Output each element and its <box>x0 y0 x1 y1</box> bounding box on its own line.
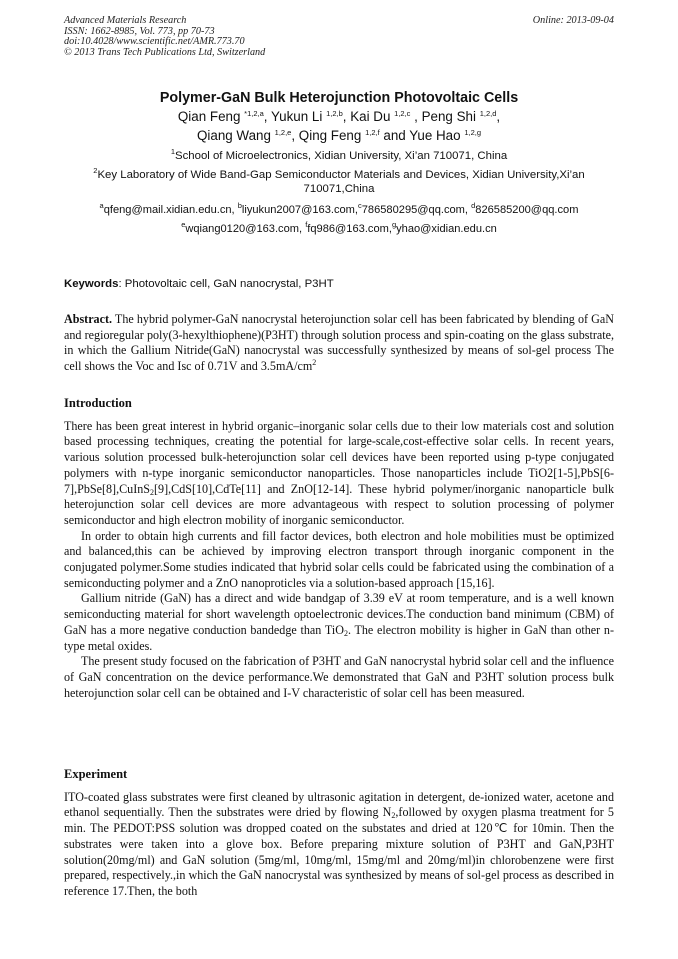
abstract-label: Abstract. <box>64 312 113 326</box>
journal-header <box>64 16 265 58</box>
author-sup: 1,2,g <box>464 128 481 137</box>
author-sup: 1,2,d <box>479 109 497 118</box>
author-line-2: Qiang Wang $^{1,2,e}$, Qing Feng $^{1,2,f}$ and Yue Hao $^{1,2,g}$ <box>196 128 481 143</box>
author-sup: 1,2,b <box>326 109 343 118</box>
title-block <box>40 89 638 236</box>
affiliation-2-cont: 710071,China <box>303 183 375 195</box>
email-d: 826585200@qq.com <box>475 204 579 216</box>
email-e: wqiang0120@163.com, <box>185 223 303 235</box>
online-date: Online: 2013-09-04 <box>532 15 614 26</box>
author-name: Qian Feng <box>177 109 241 124</box>
keywords <box>64 277 614 291</box>
author-sup: *1,2,a <box>244 109 264 118</box>
email-line-2: $^e$wqiang0120@163.com, $^f$fq986@163.com,$^g$yhao@xidian.edu.cn <box>181 220 497 235</box>
affiliation-2 <box>40 168 638 182</box>
author-name: Kai Du <box>350 109 391 124</box>
author-sup: 1,2,e <box>274 128 292 137</box>
abstract-sup: 2 <box>312 358 317 368</box>
author-name: Yue Hao <box>409 128 461 143</box>
affil-sup: 1 <box>170 147 175 156</box>
affil-text: School of Microelectronics, Xidian University, Xi’an 710071, China <box>174 150 508 162</box>
author-name: Qing Feng <box>298 128 362 143</box>
keywords-text: : Photovoltaic cell, GaN nanocrystal, P3HT <box>118 278 334 290</box>
keywords-label: Keywords <box>64 278 119 290</box>
author-sup: 1,2,f <box>365 128 380 137</box>
section-heading: Experiment <box>64 767 128 781</box>
doi-line: doi:10.4028/www.scientific.net/AMR.773.70 <box>64 36 245 48</box>
email-b: liyukun2007@163.com, <box>241 204 358 216</box>
email-line-1: $^a$qfeng@mail.xidian.edu.cn, $^b$liyukun2007@163.com,$^c$786580295@qq.com, $^d$826585200@qq.com <box>99 201 579 216</box>
email-g: yhao@xidian.edu.cn <box>396 223 497 235</box>
author-name: Peng Shi <box>421 109 476 124</box>
paragraph: The present study focused on the fabrication of P3HT and GaN nanocrystal hybrid solar cell and the influence of GaN concentration on the device performance.We demonstrated that GaN and P3HT solution process bulk heterojunction solar cell can be obtained and I-V characteristic of solar cell has been measured. <box>64 654 614 700</box>
affiliation-1 <box>40 149 638 163</box>
paragraph: There has been great interest in hybrid organic–inorganic solar cells due to their low materials cost and solution based processing techniques, creating the potential for large-scale,cost-effective solar cells. In recent years, various solution processed bulk-heterojunction solar cell devices have been reported using p-type conjugated polymers with n-type inorganic semiconductor nanoparticles. Those nanoparticles include TiO2[1-5],PbS[6-7],PbSe[8],CuInS$_2$[9],CdS[10],CdTe[11] and ZnO[12-14]. These hybrid polymer/inorganic nanoparticle bulk heterojunction solar cell devices are more advantageous with respect to solution processing of polymer semiconductor and high electron mobility of inorganic semiconductor. <box>64 418 614 527</box>
paper-title: Polymer-GaN Bulk Heterojunction Photovoltaic Cells <box>159 90 519 106</box>
copyright-line: © 2013 Trans Tech Publications Ltd, Switzerland <box>64 46 266 58</box>
abstract-text: The hybrid polymer-GaN nanocrystal heterojunction solar cell has been fabricated by blending of GaN and regioregular poly(3-hexylthiophene)(P3HT) through solution process and spin-coating on the glass substrate, in which the Gallium Nitride(GaN) nanocrystal was successfully synthesized by means of sol-gel process The cell shows the Voc and Isc of 0.71V and 3.5mA/cm <box>64 312 614 374</box>
affil-text: Key Laboratory of Wide Band-Gap Semiconductor Materials and Devices, Xidian University,Xi’an <box>97 169 585 181</box>
issn-line: ISSN: 1662-8985, Vol. 773, pp 70-73 <box>64 25 215 37</box>
paragraph: Gallium nitride (GaN) has a direct and wide bandgap of 3.39 eV at room temperature, and is a well known semiconducting material for short wavelength optoelectronic devices.The conduction band minimum (CBM) of GaN has a more negative conduction bandedge than TiO$_2$. The electron mobility is higher in GaN than other n-type metal oxides. <box>64 591 614 653</box>
author-name: Yukun Li <box>270 109 323 124</box>
journal-name: Advanced Materials Research <box>64 15 187 26</box>
abstract <box>64 312 614 375</box>
author-name: Qiang Wang <box>196 128 271 143</box>
paragraph: In order to obtain high currents and fill factor devices, both electron and hole mobilities must be optimized and balanced,this can be achieved by improving electron transport through inorganic component in the conjugated polymer.Some studies indicated that hybrid solar cells could be fabricated using the combination of a semiconducting polymer and a ZnO nanoproticles via a solution-based approach [15,16]. <box>64 528 614 590</box>
author-sup: 1,2,c <box>394 109 411 118</box>
introduction-section <box>64 396 614 701</box>
email-c: 786580295@qq.com, <box>361 204 469 216</box>
affil-sup: 2 <box>93 166 98 175</box>
author-line-1: Qian Feng $^{*1,2,a}$, Yukun Li $^{1,2,b}$, Kai Du $^{1,2,c}$ , Peng Shi $^{1,2,d}$, <box>177 109 501 124</box>
paragraph: ITO-coated glass substrates were first cleaned by ultrasonic agitation in detergent, de-ionized water, acetone and ethanol sequentially. Then the substrates were dried by flowing $N_2,followed$ by oxygen plasma treatment for 5 min. The PEDOT:PSS solution was dropped coated on the substates and dried at 120℃ for 10min. Then the substrates were taken into a glove box. Before preparing mixture solution of P3HT and GaN,P3HT solution(20mg/ml) and GaN solution (5mg/ml, 10mg/ml, 15mg/ml and 20mg/ml)in chlorobenzene were first prepared, respectively.,in which the GaN nanocrystal was synthesized by means of sol-gel process as described in reference 17.Then, the both <box>64 789 614 898</box>
email-a: qfeng@mail.xidian.edu.cn, <box>103 204 235 216</box>
section-heading: Introduction <box>64 396 132 410</box>
email-f: fq986@163.com, <box>307 223 392 235</box>
experiment-section <box>64 767 614 900</box>
